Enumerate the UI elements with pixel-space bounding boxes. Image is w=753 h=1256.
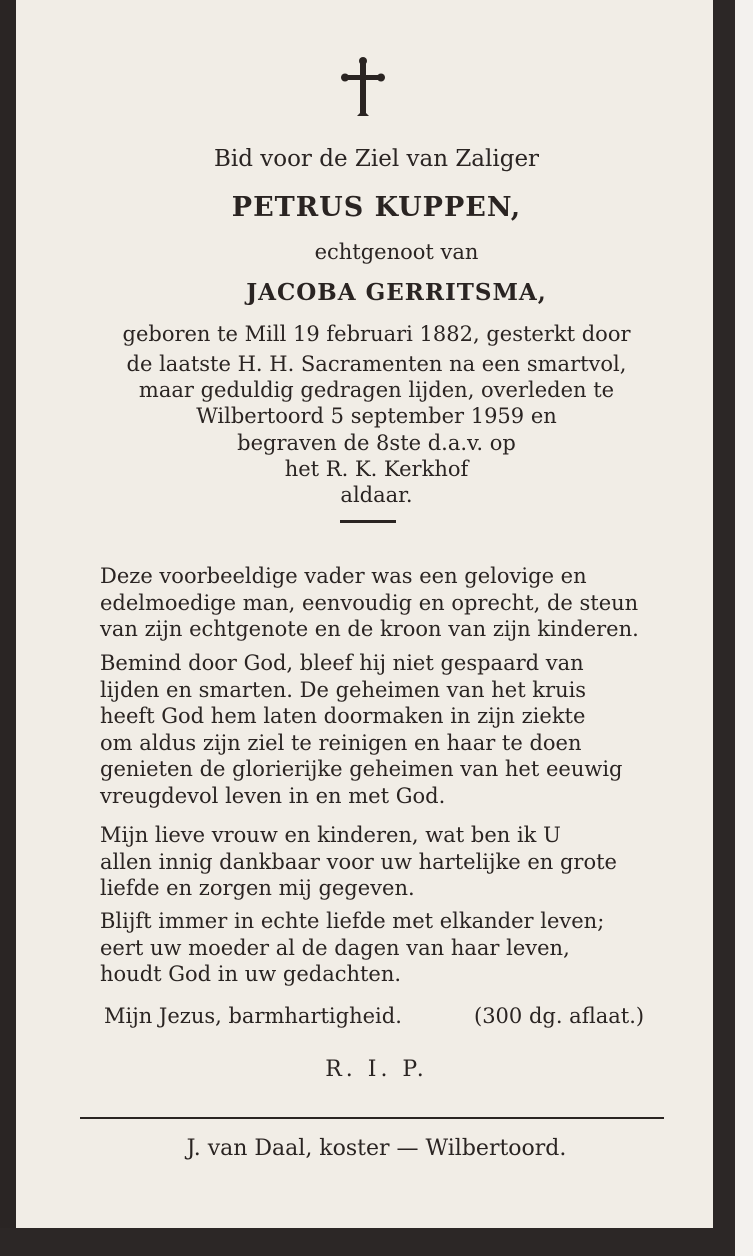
paragraph-line: lijden en smarten. De geheimen van het kruis [100,677,587,702]
paragraph-line: allen innig dankbaar voor uw hartelijke en grote [100,849,617,874]
paragraph-suffering [100,650,660,809]
divider-short [340,520,396,523]
bio-line: aldaar. [340,483,413,507]
bio-line: de laatste H. H. Sacramenten na een smartvol, [126,352,627,376]
paragraph-line: edelmoedige man, eenvoudig en oprecht, de steun [100,590,639,615]
paragraph-line: Mijn lieve vrouw en kinderen, wat ben ik U [100,823,561,847]
paragraph-line: om aldus zijn ziel te reinigen en haar te doen [100,730,582,755]
paragraph-exhortation [100,908,660,988]
divider-long [80,1117,664,1119]
spouse-label: echtgenoot van [314,240,479,264]
paragraph-line: Blijft immer in echte liefde met elkander leven; [100,909,605,933]
mourning-border-right [713,0,735,1240]
mourning-border-bottom [0,1228,735,1256]
paragraph-line: eert uw moeder al de dagen van haar leven, [100,935,570,960]
paragraph-character [100,563,660,643]
paragraph-line: van zijn echtgenote en de kroon van zijn kinderen. [100,617,639,641]
bio-line: begraven de 8ste d.a.v. op [237,431,516,455]
indulgence-note: (300 dg. aflaat.) [474,1004,645,1028]
bio-line: maar geduldig gedragen lijden, overleden te [138,378,615,402]
paragraph-line: liefde en zorgen mij gegeven. [100,876,415,900]
paragraph-line: heeft God hem laten doormaken in zijn ziekte [100,704,586,728]
paragraph-line: Deze voorbeeldige vader was een gelovige en [100,564,587,588]
paragraph-gratitude [100,822,660,902]
deceased-name: PETRUS KUPPEN, [231,192,522,223]
bio-line: Wilbertoord 5 september 1959 en [196,404,557,428]
printer-credit: J. van Daal, koster — Wilbertoord. [186,1136,567,1161]
cross-icon [341,56,385,120]
bio-line: het R. K. Kerkhof [284,457,469,481]
paragraph-line: vreugdevol leven in en met God. [100,783,446,808]
bio-line: geboren te Mill 19 februari 1882, gesterkt door [122,322,631,346]
rip-line: R. I. P. [325,1057,428,1082]
paragraph-line: Bemind door God, bleef hij niet gespaard van [100,651,584,675]
intro-line: Bid voor de Ziel van Zaliger [213,146,540,172]
paragraph-line: houdt God in uw gedachten. [100,962,402,986]
spouse-name: JACOBA GERRITSMA, [246,279,547,306]
paragraph-line: genieten de glorierijke geheimen van het eeuwig [100,757,623,781]
prayer-line: Mijn Jezus, barmhartigheid. [104,1004,402,1028]
